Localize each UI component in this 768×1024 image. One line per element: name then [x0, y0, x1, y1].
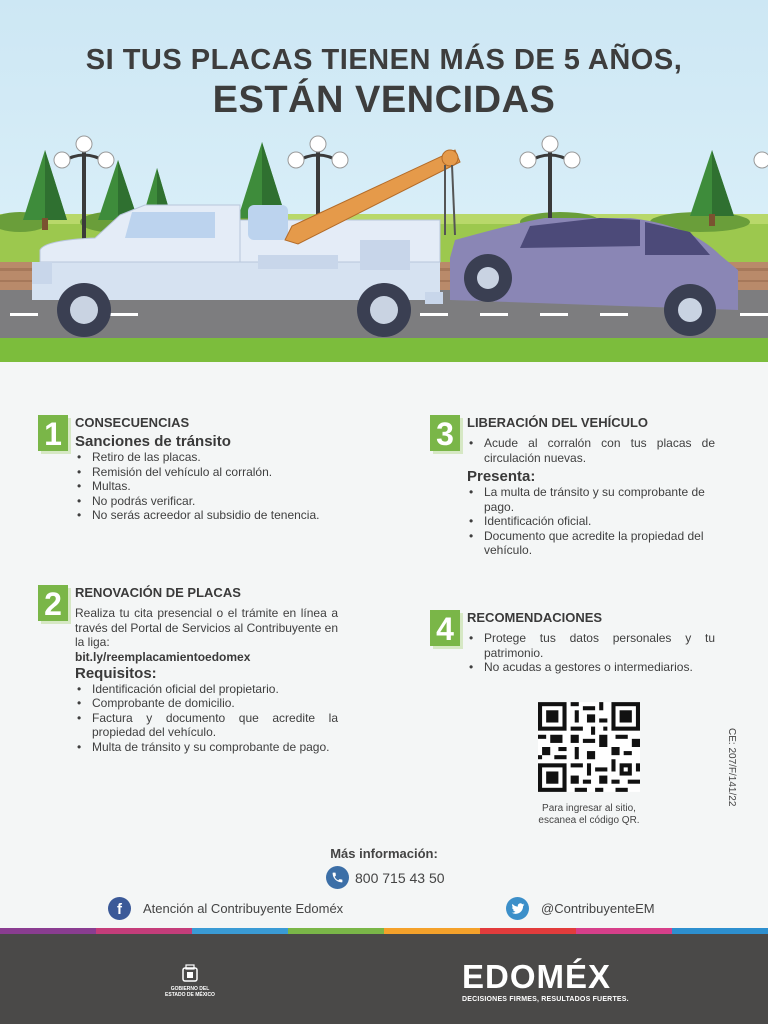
list-item: • Documento que acredite la propiedad del vehículo. [467, 529, 715, 558]
section-number: 4 [430, 610, 460, 646]
bullet-list [75, 450, 358, 523]
bullet-list [75, 682, 338, 755]
list-item: • Multas. [75, 479, 358, 494]
list-item: • No podrás verificar. [75, 494, 358, 509]
list-item: • No acudas a gestores o intermediarios. [467, 660, 715, 675]
hero-banner [0, 0, 768, 362]
more-info-title: Más información: [330, 846, 438, 861]
section-liberacion [430, 415, 715, 558]
section-subtitle: Presenta: [467, 468, 536, 485]
qr-caption-line: escanea el código QR. [538, 815, 640, 826]
qr-caption [530, 803, 648, 827]
section-number: 1 [38, 415, 68, 451]
qr-caption-line: Para ingresar al sitio, [542, 803, 636, 814]
section-text: Realiza tu cita presencial o el trámite en línea a través del Portal de Servicios al Contribuyente en la liga: [75, 606, 338, 649]
list-item: • La multa de tránsito y su comprobante de pago. [467, 485, 715, 514]
qr-block [530, 702, 648, 827]
section-title: RECOMENDACIONES [467, 610, 603, 625]
facebook-contact[interactable] [108, 897, 343, 920]
ce-code: CE: 207/F/141/22 [726, 728, 737, 807]
twitter-handle: @ContribuyenteEM [541, 901, 655, 916]
list-item: • Remisión del vehículo al corralón. [75, 465, 358, 480]
facebook-handle: Atención al Contribuyente Edoméx [143, 901, 344, 916]
phone-icon [326, 866, 349, 889]
brand-name: EDOMÉX [462, 958, 612, 995]
phone-number: 800 715 43 50 [355, 869, 445, 886]
section-consecuencias [38, 415, 358, 523]
bullet-list [467, 485, 715, 558]
list-item: • Multa de tránsito y su comprobante de pago. [75, 740, 338, 755]
headline-line-1: SI TUS PLACAS TIENEN MÁS DE 5 AÑOS, [85, 44, 683, 76]
phone-contact[interactable] [326, 866, 445, 889]
section-number: 2 [38, 585, 68, 621]
headline-line-2: ESTÁN VENCIDAS [212, 79, 556, 121]
bullet-list [467, 631, 715, 675]
gov-text-line: ESTADO DE MÉXICO [165, 992, 215, 998]
list-item: • Comprobante de domicilio. [75, 696, 338, 711]
bullet-list [467, 436, 715, 465]
list-item: • Protege tus datos personales y tu patrimonio. [467, 631, 715, 660]
list-item: • Retiro de las placas. [75, 450, 358, 465]
brand-tagline: DECISIONES FIRMES, RESULTADOS FUERTES. [462, 996, 629, 1003]
list-item: • Acude al corralón con tus placas de circulación nuevas. [467, 436, 715, 465]
section-title: LIBERACIÓN DEL VEHÍCULO [467, 415, 649, 430]
list-item: • Identificación oficial. [467, 514, 715, 529]
section-number: 3 [430, 415, 460, 451]
list-item: • Factura y documento que acredite la propiedad del vehículo. [75, 711, 338, 740]
gov-text-line: GOBIERNO DEL [170, 986, 210, 992]
section-recomendaciones [430, 610, 715, 675]
twitter-icon [506, 897, 529, 920]
section-renovacion [38, 585, 338, 754]
section-title: CONSECUENCIAS [75, 415, 190, 430]
twitter-contact[interactable] [506, 897, 655, 920]
facebook-icon: f [108, 897, 131, 920]
edomex-brand [462, 958, 652, 1003]
gov-logo [150, 964, 230, 998]
coat-of-arms-icon [179, 964, 201, 984]
section-subtitle: Sanciones de tránsito [75, 433, 231, 450]
section-subtitle: Requisitos: [75, 664, 157, 682]
list-item: • No serás acreedor al subsidio de tenencia. [75, 508, 358, 523]
portal-link[interactable]: bit.ly/reemplacamientoedomex [75, 649, 251, 664]
footer [0, 934, 768, 1024]
headline [0, 44, 768, 122]
list-item: • Identificación oficial del propietario. [75, 682, 338, 697]
qr-code[interactable] [538, 702, 640, 792]
section-title: RENOVACIÓN DE PLACAS [75, 585, 241, 600]
